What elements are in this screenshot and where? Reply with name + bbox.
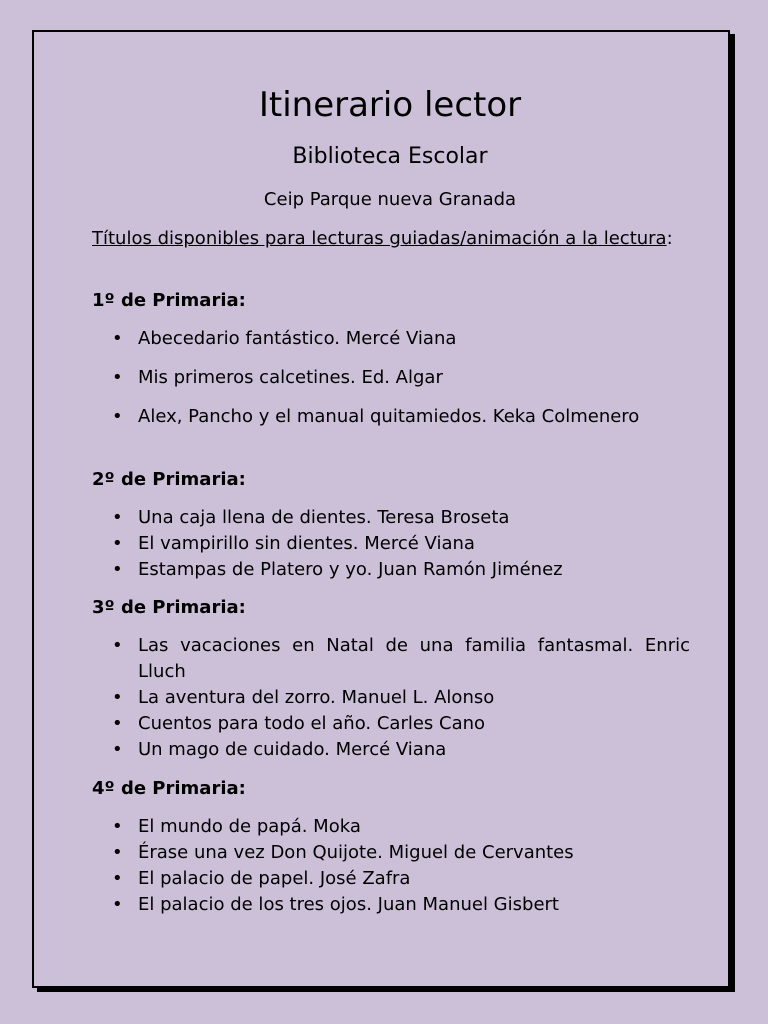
book-list-grade-3: [112, 633, 690, 763]
book-title: Las vacaciones en Natal de una familia fantasmal. Enric Lluch: [138, 635, 690, 682]
bullet-icon: •: [112, 507, 123, 528]
list-item: [112, 892, 690, 918]
list-item: [112, 365, 690, 391]
book-title: Cuentos para todo el año. Carles Cano: [138, 713, 486, 734]
list-item: [112, 814, 690, 840]
grade-heading-2: 2º de Primaria:: [92, 469, 246, 490]
grade-heading-1: 1º de Primaria:: [92, 290, 246, 311]
bullet-icon: •: [112, 635, 123, 656]
bullet-icon: •: [112, 559, 123, 580]
book-list-grade-2: [112, 505, 690, 583]
bullet-icon: •: [112, 816, 123, 837]
bullet-icon: •: [112, 868, 123, 889]
book-title: Érase una vez Don Quijote. Miguel de Cervantes: [138, 842, 574, 863]
bullet-icon: •: [112, 367, 123, 388]
list-item: [112, 840, 690, 866]
intro-suffix: :: [666, 228, 673, 249]
book-title: Estampas de Platero y yo. Juan Ramón Jiménez: [138, 559, 563, 580]
book-title: Alex, Pancho y el manual quitamiedos. Keka Colmenero: [138, 406, 640, 427]
page-title: Itinerario lector: [258, 85, 522, 125]
page-subtitle: Biblioteca Escolar: [292, 144, 488, 169]
list-item: [112, 866, 690, 892]
book-title: Una caja llena de dientes. Teresa Broseta: [138, 507, 510, 528]
list-item: [112, 711, 690, 737]
book-list-grade-4: [112, 814, 690, 918]
book-title: El palacio de papel. José Zafra: [138, 868, 411, 889]
book-title: El palacio de los tres ojos. Juan Manuel Gisbert: [138, 894, 559, 915]
list-item: [112, 685, 690, 711]
list-item: [112, 737, 690, 763]
bullet-icon: •: [112, 533, 123, 554]
book-title: Un mago de cuidado. Mercé Viana: [138, 739, 447, 760]
school-name: Ceip Parque nueva Granada: [263, 189, 517, 210]
book-list-grade-1: [112, 326, 690, 443]
bullet-icon: •: [112, 842, 123, 863]
book-title: El mundo de papá. Moka: [138, 816, 361, 837]
book-title: El vampirillo sin dientes. Mercé Viana: [138, 533, 475, 554]
grade-heading-3: 3º de Primaria:: [92, 597, 246, 618]
book-title: Abecedario fantástico. Mercé Viana: [138, 328, 457, 349]
grade-heading-4: 4º de Primaria:: [92, 778, 246, 799]
bullet-icon: •: [112, 739, 123, 760]
list-item: [112, 505, 690, 531]
list-item: [112, 557, 690, 583]
book-title: La aventura del zorro. Manuel L. Alonso: [138, 687, 495, 708]
intro-text: [92, 226, 690, 251]
bullet-icon: •: [112, 894, 123, 915]
list-item: [112, 633, 690, 685]
book-title: Mis primeros calcetines. Ed. Algar: [138, 367, 443, 388]
bullet-icon: •: [112, 406, 123, 427]
list-item: [112, 326, 690, 352]
list-item: [112, 404, 690, 430]
bullet-icon: •: [112, 713, 123, 734]
bullet-icon: •: [112, 328, 123, 349]
list-item: [112, 531, 690, 557]
intro-underlined: Títulos disponibles para lecturas guiadas/animación a la lectura: [92, 228, 667, 249]
bullet-icon: •: [112, 687, 123, 708]
